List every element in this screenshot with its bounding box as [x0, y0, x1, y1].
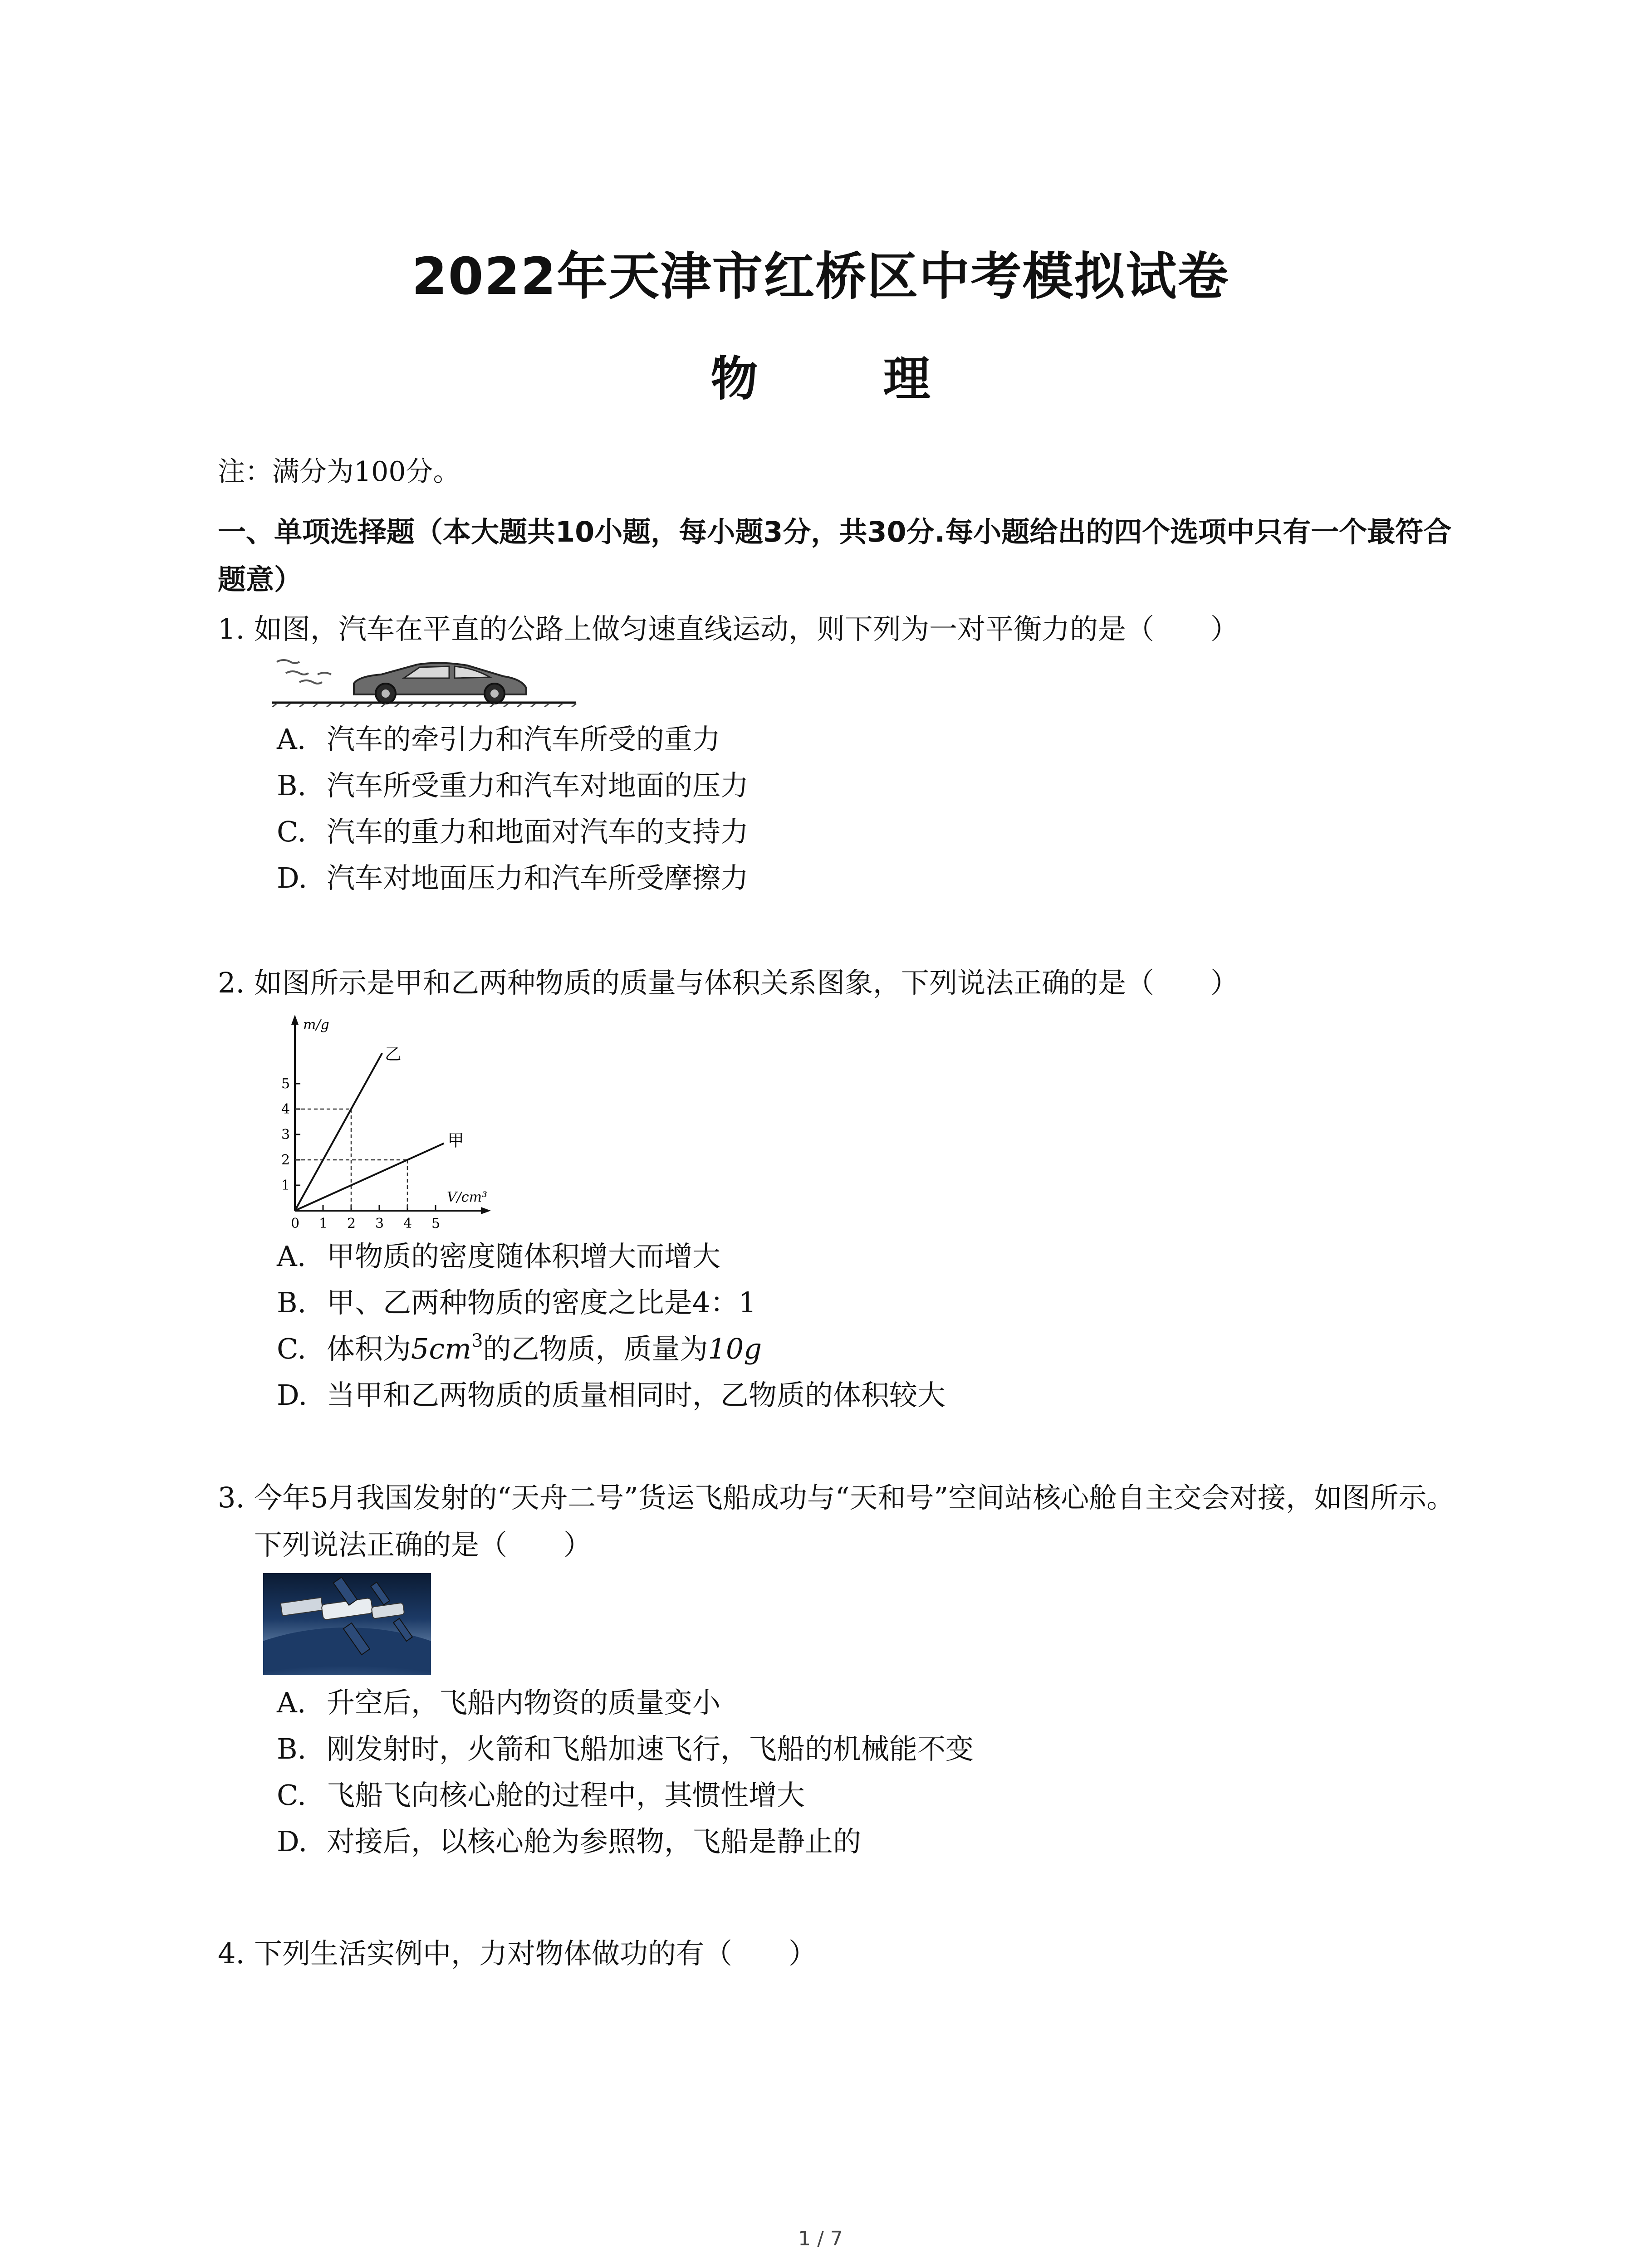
- question-4-stem: [218, 1930, 1470, 1977]
- question-2-stem: [218, 959, 1470, 1007]
- option-text: 对接后，以核心舱为参照物，飞船是静止的: [327, 1825, 862, 1858]
- line-yi-label: 乙: [385, 1045, 402, 1064]
- x-tick-label: 3: [375, 1216, 384, 1229]
- car-on-road-figure: [268, 653, 581, 707]
- question-2-option-a[interactable]: [277, 1233, 1470, 1280]
- option-text: 汽车的重力和地面对汽车的支持力: [327, 815, 749, 848]
- subject-title: 物 理: [710, 351, 985, 406]
- x-axis-arrow-icon: [481, 1207, 491, 1214]
- question-3-option-a[interactable]: [277, 1680, 1470, 1726]
- mass-volume-graph: [268, 1011, 522, 1229]
- option-text: 刚发射时，火箭和飞船加速飞行，飞船的机械能不变: [327, 1732, 974, 1765]
- series-line-jia: [295, 1144, 444, 1211]
- y-tick-label: 1: [281, 1178, 290, 1193]
- question-3-option-b[interactable]: [277, 1726, 1470, 1772]
- option-superscript: 3: [471, 1330, 483, 1351]
- option-letter: B.: [277, 1732, 307, 1765]
- option-text: 当甲和乙两物质的质量相同时，乙物质的体积较大: [327, 1378, 946, 1412]
- question-3-stem: [218, 1474, 1470, 1569]
- option-letter: D.: [277, 1378, 308, 1412]
- option-letter: B.: [277, 769, 307, 802]
- question-3-option-d[interactable]: [277, 1818, 1470, 1865]
- y-axis-arrow-icon: [291, 1015, 299, 1025]
- question-2-option-c[interactable]: [277, 1326, 1470, 1372]
- option-letter: B.: [277, 1286, 307, 1319]
- question-2-number: 2.: [218, 966, 245, 999]
- option-letter: A.: [277, 723, 306, 756]
- wind-lines-icon: [277, 660, 331, 684]
- y-tick-label: 5: [281, 1076, 290, 1092]
- question-4: [218, 1930, 1470, 1977]
- option-math: 5cm: [411, 1332, 471, 1365]
- exam-title: 2022年天津市红桥区中考模拟试卷: [411, 247, 1230, 306]
- question-2-text: 如图所示是甲和乙两种物质的质量与体积关系图象，下列说法正确的是（ ）: [254, 966, 1239, 999]
- option-text: 汽车对地面压力和汽车所受摩擦力: [327, 861, 749, 894]
- option-letter: D.: [277, 861, 308, 894]
- option-text: 体积为: [327, 1332, 411, 1365]
- question-3-text: 今年5月我国发射的“天舟二号”货运飞船成功与“天和号”空间站核心舱自主交会对接，如图所示。下列说法正确的是（ ）: [254, 1481, 1455, 1561]
- question-3-option-c[interactable]: [277, 1772, 1470, 1818]
- section-heading: 一、单项选择题（本大题共10小题，每小题3分，共30分.每小题给出的四个选项中只有一个最符合题意）: [218, 515, 1452, 596]
- question-1-stem: [218, 606, 1470, 653]
- option-text: 汽车所受重力和汽车对地面的压力: [327, 769, 749, 802]
- question-1-number: 1.: [218, 612, 245, 645]
- question-1-option-d[interactable]: [277, 855, 1470, 901]
- question-4-number: 4.: [218, 1937, 245, 1970]
- x-tick-label: 1: [319, 1216, 328, 1229]
- x-axis-label: V/cm³: [447, 1189, 488, 1205]
- y-tick-label: 3: [281, 1127, 290, 1143]
- question-1-text: 如图，汽车在平直的公路上做匀速直线运动，则下列为一对平衡力的是（ ）: [254, 612, 1239, 645]
- score-note: 注：满分为100分。: [218, 456, 460, 488]
- option-text: 汽车的牵引力和汽车所受的重力: [327, 723, 721, 756]
- question-4-text: 下列生活实例中，力对物体做功的有（ ）: [254, 1937, 817, 1970]
- road-icon: [272, 703, 576, 707]
- option-math: 10g: [708, 1332, 762, 1365]
- y-tick-label: 4: [281, 1101, 290, 1117]
- x-tick-label: 5: [431, 1216, 441, 1229]
- option-letter: A.: [277, 1240, 306, 1273]
- option-text: 的乙物质，质量为: [483, 1332, 708, 1365]
- question-1-option-b[interactable]: [277, 763, 1470, 809]
- question-1-options: [277, 716, 1470, 901]
- option-text: 飞船飞向核心舱的过程中，其惯性增大: [327, 1779, 805, 1812]
- question-2: [218, 959, 1470, 1418]
- series-line-yi: [295, 1053, 382, 1211]
- question-2-options: [277, 1233, 1470, 1418]
- question-2-option-b[interactable]: [277, 1280, 1470, 1326]
- option-letter: C.: [277, 1779, 306, 1812]
- option-letter: C.: [277, 1332, 306, 1365]
- x-tick-label: 4: [403, 1216, 412, 1229]
- y-tick-label: 2: [281, 1152, 290, 1168]
- option-text: 甲、乙两种物质的密度之比是4：1: [327, 1286, 756, 1319]
- option-text: 甲物质的密度随体积增大而增大: [327, 1240, 721, 1273]
- question-3-number: 3.: [218, 1481, 245, 1514]
- question-1-option-c[interactable]: [277, 809, 1470, 855]
- x-tick-label: 2: [347, 1216, 356, 1229]
- question-1-option-a[interactable]: [277, 716, 1470, 763]
- question-3-options: [277, 1680, 1470, 1865]
- x-tick-label: 0: [291, 1216, 300, 1229]
- option-letter: C.: [277, 815, 306, 848]
- page-number: 1 / 7: [798, 2227, 843, 2250]
- y-axis-label: m/g: [303, 1017, 329, 1033]
- question-1: [218, 606, 1470, 901]
- space-station-docking-photo: [263, 1573, 431, 1675]
- line-jia-label: 甲: [447, 1131, 464, 1150]
- option-text: 升空后，飞船内物资的质量变小: [327, 1686, 721, 1719]
- option-letter: D.: [277, 1825, 308, 1858]
- car-icon: [354, 663, 526, 704]
- question-2-option-d[interactable]: [277, 1372, 1470, 1418]
- question-3: [218, 1474, 1470, 1865]
- option-letter: A.: [277, 1686, 306, 1719]
